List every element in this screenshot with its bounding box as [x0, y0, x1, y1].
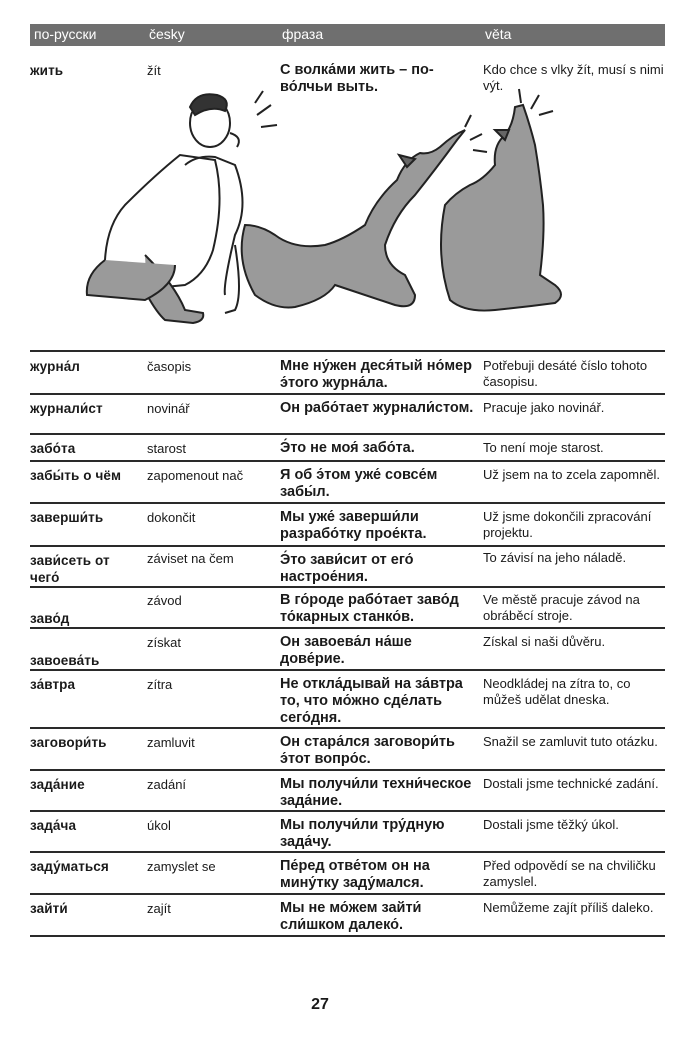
czech-word: závod — [147, 593, 182, 608]
sentence: Snažil se zamluvit tuto otázku. — [483, 734, 658, 749]
russian-word: журна́л — [30, 359, 80, 374]
czech-word: záviset na čem — [147, 551, 234, 566]
row-divider — [30, 393, 665, 395]
phrase: Пе́ред отве́том он на мину́тку заду́мался. — [280, 858, 430, 891]
czech-word: dokončit — [147, 510, 196, 525]
czech-word: starost — [147, 441, 187, 456]
czech-word: zamyslet se — [147, 859, 216, 874]
czech-word: zajít — [147, 901, 171, 916]
header-phrase: фраза — [282, 26, 324, 42]
czech-word: úkol — [147, 818, 171, 833]
phrase: Не откла́дывай на за́втра то, что мо́жно сде́лать сего́дня. — [280, 676, 463, 726]
phrase: Он стара́лся заговори́ть э́тот вопро́с. — [280, 734, 455, 767]
row-divider — [30, 433, 665, 435]
sentence: Před odpovědí se na chviličku zamyslel. — [483, 858, 656, 889]
czech-word: zamluvit — [147, 735, 195, 750]
row-divider — [30, 851, 665, 853]
russian-word: журнали́ст — [30, 401, 103, 416]
page-number: 27 — [311, 996, 329, 1013]
header-russian: по-русски — [34, 26, 97, 42]
row-divider — [30, 502, 665, 504]
russian-word: завоева́ть — [30, 653, 100, 668]
phrase: Мы не мо́жем зайти́ сли́шком далеко́. — [280, 900, 422, 933]
wolf-right — [441, 89, 561, 311]
czech-word: novinář — [147, 401, 190, 416]
russian-word: заво́д — [30, 611, 70, 626]
russian-word: зави́сеть от чего́ — [30, 553, 110, 585]
sentence: Nemůžeme zajít příliš daleko. — [483, 900, 654, 915]
czech-word: zítra — [147, 677, 173, 692]
row-divider — [30, 627, 665, 629]
sentence: To není moje starost. — [483, 440, 604, 455]
man-figure — [87, 91, 277, 323]
howling-illustration — [85, 85, 595, 330]
row-divider — [30, 727, 665, 729]
phrase: В го́роде рабо́тает заво́д то́карных станко́в. — [280, 592, 459, 625]
sentence: Neodkládej na zítra to, co můžeš udělat dneska. — [483, 676, 631, 707]
phrase: Э́то не моя́ забо́та. — [280, 440, 415, 456]
row-divider — [30, 545, 665, 547]
phrase: Мне ну́жен деся́тый но́мер э́того журна́ла. — [280, 358, 472, 391]
phrase: Он рабо́тает журнали́стом. — [280, 400, 474, 416]
czech-word: získat — [147, 635, 181, 650]
phrase: Мы получи́ли техни́ческое зада́ние. — [280, 776, 472, 809]
czech-word: zapomenout nač — [147, 468, 244, 483]
russian-word: зада́ча — [30, 818, 77, 833]
phrase: Э́то зави́сит от его́ настрое́ния. — [280, 552, 414, 585]
czech-word: žít — [147, 63, 161, 78]
sentence: To závisí na jeho náladě. — [483, 550, 627, 565]
header-czech: česky — [149, 26, 185, 42]
row-divider — [30, 669, 665, 671]
russian-word: заверши́ть — [30, 510, 104, 525]
czech-word: zadání — [147, 777, 187, 792]
russian-word: за́втра — [30, 677, 76, 692]
sentence: Už jsem na to zcela zapomněl. — [483, 467, 661, 482]
sentence: Ve městě pracuje závod na obráběcí stroje. — [483, 592, 640, 623]
row-divider — [30, 893, 665, 895]
phrase: Он завоева́л на́ше дове́рие. — [280, 634, 412, 667]
phrase: С волка́ми жить – по-во́лчьи выть. — [280, 62, 434, 95]
russian-word: зайти́ — [30, 901, 68, 916]
sentence: Dostali jsme technické zadání. — [483, 776, 659, 791]
sentence: Potřebuji desáté číslo tohoto časopisu. — [483, 358, 648, 389]
row-divider — [30, 769, 665, 771]
sentence: Už jsme dokončili zpracování projektu. — [483, 509, 652, 540]
russian-word: заду́маться — [30, 859, 109, 874]
russian-word: заговори́ть — [30, 735, 107, 750]
russian-word: забо́та — [30, 441, 76, 456]
table-header — [30, 24, 665, 46]
header-sentence: věta — [485, 26, 512, 42]
sentence: Dostali jsme těžký úkol. — [483, 817, 619, 832]
row-divider — [30, 810, 665, 812]
russian-word: жить — [30, 63, 64, 78]
row-divider — [30, 586, 665, 588]
phrase: Мы уже́ заверши́ли разрабо́тку прое́кта. — [280, 509, 427, 542]
row-divider — [30, 350, 665, 352]
phrase: Я об э́том уже́ совсе́м забы́л. — [280, 467, 438, 500]
russian-word: зада́ние — [30, 777, 85, 792]
czech-word: časopis — [147, 359, 192, 374]
phrase: Мы получи́ли тру́дную зада́чу. — [280, 817, 445, 850]
sentence: Pracuje jako novinář. — [483, 400, 605, 415]
sentence: Získal si naši důvěru. — [483, 634, 606, 649]
sentence: Kdo chce s vlky žít, musí s nimi výt. — [483, 62, 664, 93]
row-divider — [30, 460, 665, 462]
russian-word: забы́ть о чём — [30, 468, 122, 483]
row-divider — [30, 935, 665, 937]
